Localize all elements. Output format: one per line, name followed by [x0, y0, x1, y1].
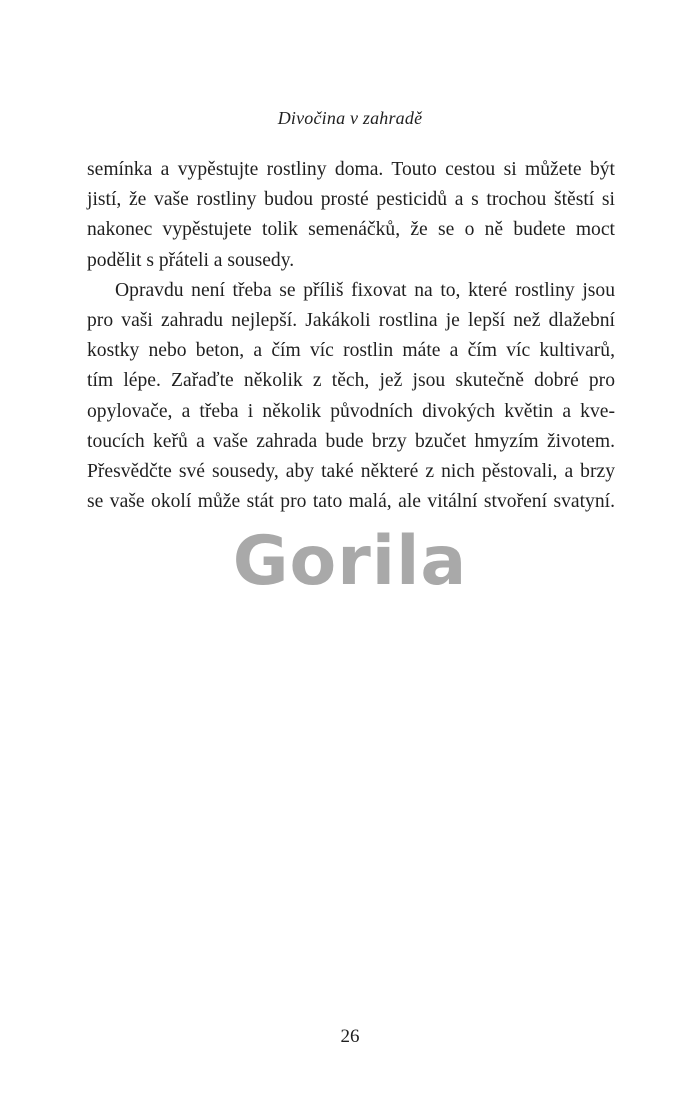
text-line: se vaše okolí může stát pro tato malá, ale vitální stvoření svatyní. [87, 491, 615, 513]
text-line: semínka a vypěstujte rostliny doma. Touto cestou si můžete být [87, 159, 615, 180]
text-line: nakonec vypěstujete tolik semenáčků, že se o ně budete moct [87, 219, 615, 241]
text-line: opylovače, a třeba i několik původních divokých květin a kve- [87, 400, 615, 422]
text-line: Přesvědčte své sousedy, aby také některé z nich pěstovali, a brzy [87, 461, 615, 483]
paragraph-2 [87, 276, 615, 518]
text-line: toucích keřů a vaše zahrada bude brzy bzučet hmyzím životem. [87, 430, 615, 452]
text-line: podělit s přáteli a sousedy. [87, 249, 295, 271]
text-line: kostky nebo beton, a čím víc rostlin máte a čím víc kultivarů, [87, 340, 615, 362]
body-text [87, 155, 615, 517]
page-number: 26 [340, 1026, 360, 1047]
text-line: Opravdu není třeba se příliš fixovat na to, které rostliny jsou [115, 279, 615, 301]
paragraph-1 [87, 155, 615, 276]
running-head: Divočina v zahradě [277, 108, 423, 128]
watermark-logo: Gorila [232, 522, 468, 601]
text-line: pro vaši zahradu nejlepší. Jakákoli rostlina je lepší než dlažební [87, 310, 615, 332]
text-line: jistí, že vaše rostliny budou prosté pesticidů a s trochou štěstí si [87, 189, 615, 211]
text-line: tím lépe. Zařaďte několik z těch, jež jsou skutečně dobré pro [87, 370, 615, 392]
